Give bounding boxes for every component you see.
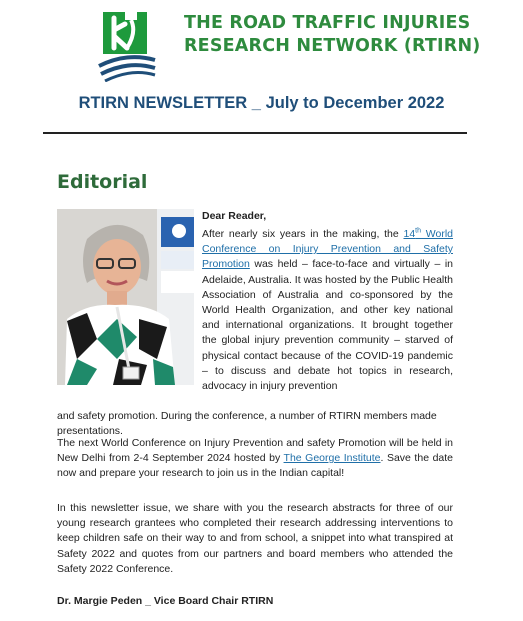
paragraph-text: . Save the date now and prepare your research to join us in the Indian capital! <box>57 452 454 480</box>
divider <box>43 132 467 134</box>
paragraph-text: was held – face-to-face and virtually – in Adelaide, Australia. It was hosted by the Public Health Association of Australia and co-sponsored by the World Health Organization, and other key national and international organizations. It brought together the global injury prevention community – starved of physical contact because of the COVID-19 pandemic – to discuss and debate hot topics in research, advocacy in injury prevention <box>202 258 453 393</box>
newsletter-title: RTIRN NEWSLETTER _ July to December 2022 <box>78 94 445 112</box>
editorial-paragraph-1-continued: and safety promotion. During the conference, a number of RTIRN members made presentations. <box>57 410 437 438</box>
portrait-photo <box>57 209 194 385</box>
org-name-line-2: RESEARCH NETWORK (RTIRN) <box>184 36 481 56</box>
editorial-paragraph-3: In this newsletter issue, we share with you the research abstracts for three of our young research grantees who completed their research addressing interventions to keep children safe on their way to and from school, a snippet into what transpired at Safety 2022 and quotes from our partners and board members who attended the Safety 2022 Conference. <box>57 502 453 575</box>
section-heading-editorial: Editorial <box>57 171 148 193</box>
rtirn-logo <box>97 8 157 82</box>
george-institute-link[interactable]: The George Institute <box>283 452 381 465</box>
conference-link[interactable]: 14th World Conference on Injury Prevention and Safety Promotion <box>202 227 454 271</box>
paragraph-text: The next World Conference on Injury Prevention and safety Promotion will be held in New Delhi from 2-4 September 2024 hosted by <box>57 437 453 465</box>
org-name-line-1: THE ROAD TRAFFIC INJURIES <box>184 13 471 33</box>
organization-name <box>184 12 481 58</box>
signature: Dr. Margie Peden _ Vice Board Chair RTIRN <box>57 595 274 607</box>
paragraph-text: After nearly six years in the making, the <box>202 228 404 240</box>
salutation: Dear Reader, <box>202 210 267 222</box>
editorial-paragraph-2 <box>57 436 453 482</box>
editorial-paragraph-1 <box>202 227 453 394</box>
